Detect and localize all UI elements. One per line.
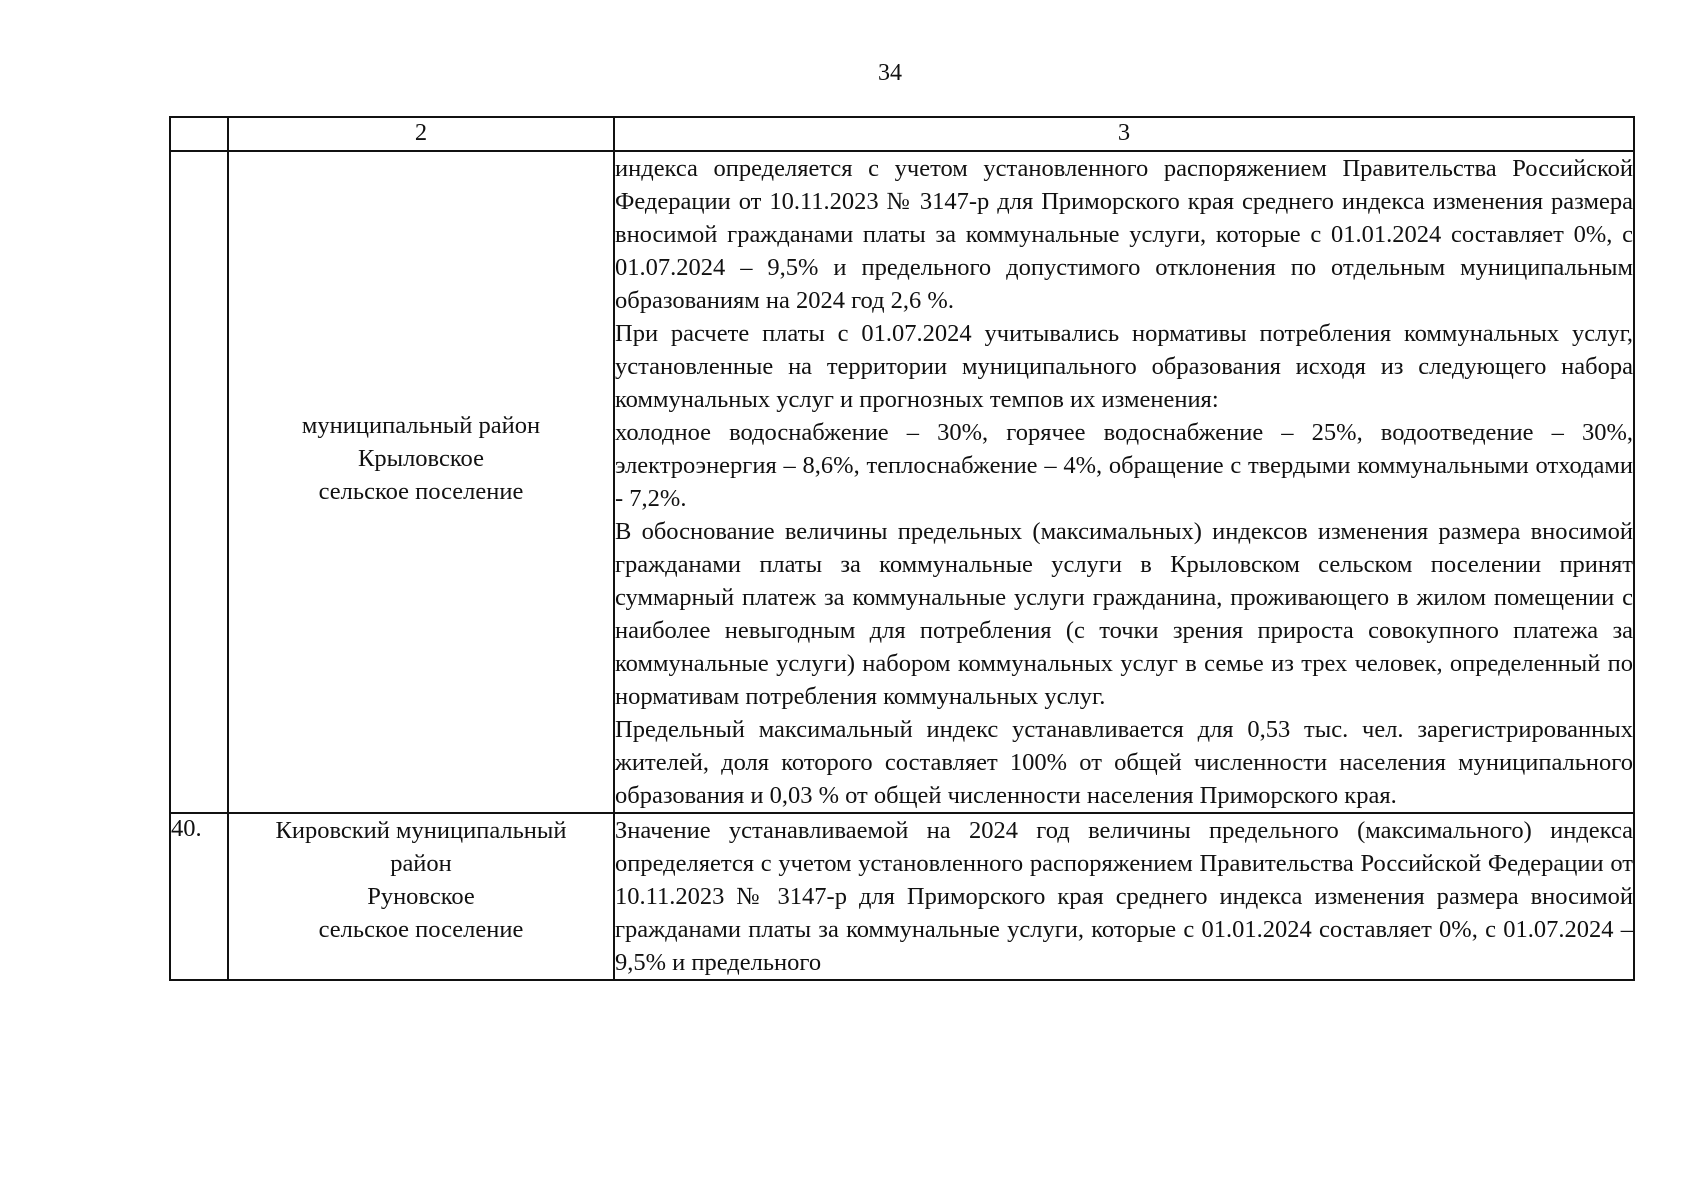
paragraph: При расчете платы с 01.07.2024 учитывались нормативы потребления коммунальных услуг, установленные на территории муниципального образования исходя из следующего набора коммунальных услуг и прогнозных темпов их изменения:	[615, 320, 1633, 413]
table-row	[170, 151, 1634, 813]
paragraph: В обоснование величины предельных (максимальных) индексов изменения размера вносимой гражданами платы за коммунальные услуги в Крыловском сельском поселении принят суммарный платеж за коммунальные услуги гражданина, проживающего в жилом помещении с наиболее невыгодным для потребления (с точки зрения прироста совокупного платежа за коммунальные услуги) набором коммунальных услуг в семье из трех человек, определенный по нормативам потребления коммунальных услуг.	[615, 518, 1633, 710]
municipality-line: муниципальный район	[301, 411, 541, 439]
municipality-name	[228, 151, 614, 813]
paragraph: Предельный максимальный индекс устанавливается для 0,53 тыс. чел. зарегистрированных жителей, доля которого составляет 100% от общей численности населения муниципального образования и 0,03 % от общей численности населения Приморского края.	[615, 716, 1633, 809]
table-row	[170, 813, 1634, 980]
municipality-line: сельское поселение	[318, 916, 524, 943]
municipality-line: Крыловское	[358, 444, 484, 472]
municipality-line: сельское поселение	[318, 477, 524, 505]
paragraph: холодное водоснабжение – 30%, горячее водоснабжение – 25%, водоотведение – 30%, электроэнергия – 8,6%, теплоснабжение – 4%, обращение с твердыми коммунальными отходами - 7,2%.	[615, 419, 1633, 512]
header-col-1	[170, 117, 228, 151]
justification-text	[614, 813, 1634, 980]
paragraph: индекса определяется с учетом установленного распоряжением Правительства Российской Федерации от 10.11.2023 № 3147-р для Приморского края среднего индекса изменения размера вносимой гражданами платы за коммунальные услуги, которые с 01.01.2024 составляет 0%, с 01.07.2024 – 9,5% и предельного допустимого отклонения по отдельным муниципальным образованиям на 2024 год 2,6 %.	[615, 155, 1633, 314]
municipality-line: район	[390, 850, 452, 877]
municipality-line: Руновское	[367, 883, 475, 910]
justification-text	[614, 151, 1634, 813]
paragraph: Значение устанавливаемой на 2024 год величины предельного (максимального) индекса определяется с учетом установленного распоряжением Правительства Российской Федерации от 10.11.2023 № 3147-р для Приморского края среднего индекса изменения размера вносимой гражданами платы за коммунальные услуги, которые с 01.01.2024 составляет 0%, с 01.07.2024 – 9,5% и предельного	[615, 817, 1633, 976]
municipality-line: Кировский муниципальный	[275, 817, 567, 844]
header-col-3: 3	[614, 117, 1634, 151]
header-col-2: 2	[228, 117, 614, 151]
row-number	[170, 151, 228, 813]
municipality-name	[228, 813, 614, 980]
tariff-index-table	[169, 116, 1635, 981]
row-number: 40.	[170, 813, 228, 980]
table-header-row	[170, 117, 1634, 151]
page-number: 34	[878, 60, 902, 86]
